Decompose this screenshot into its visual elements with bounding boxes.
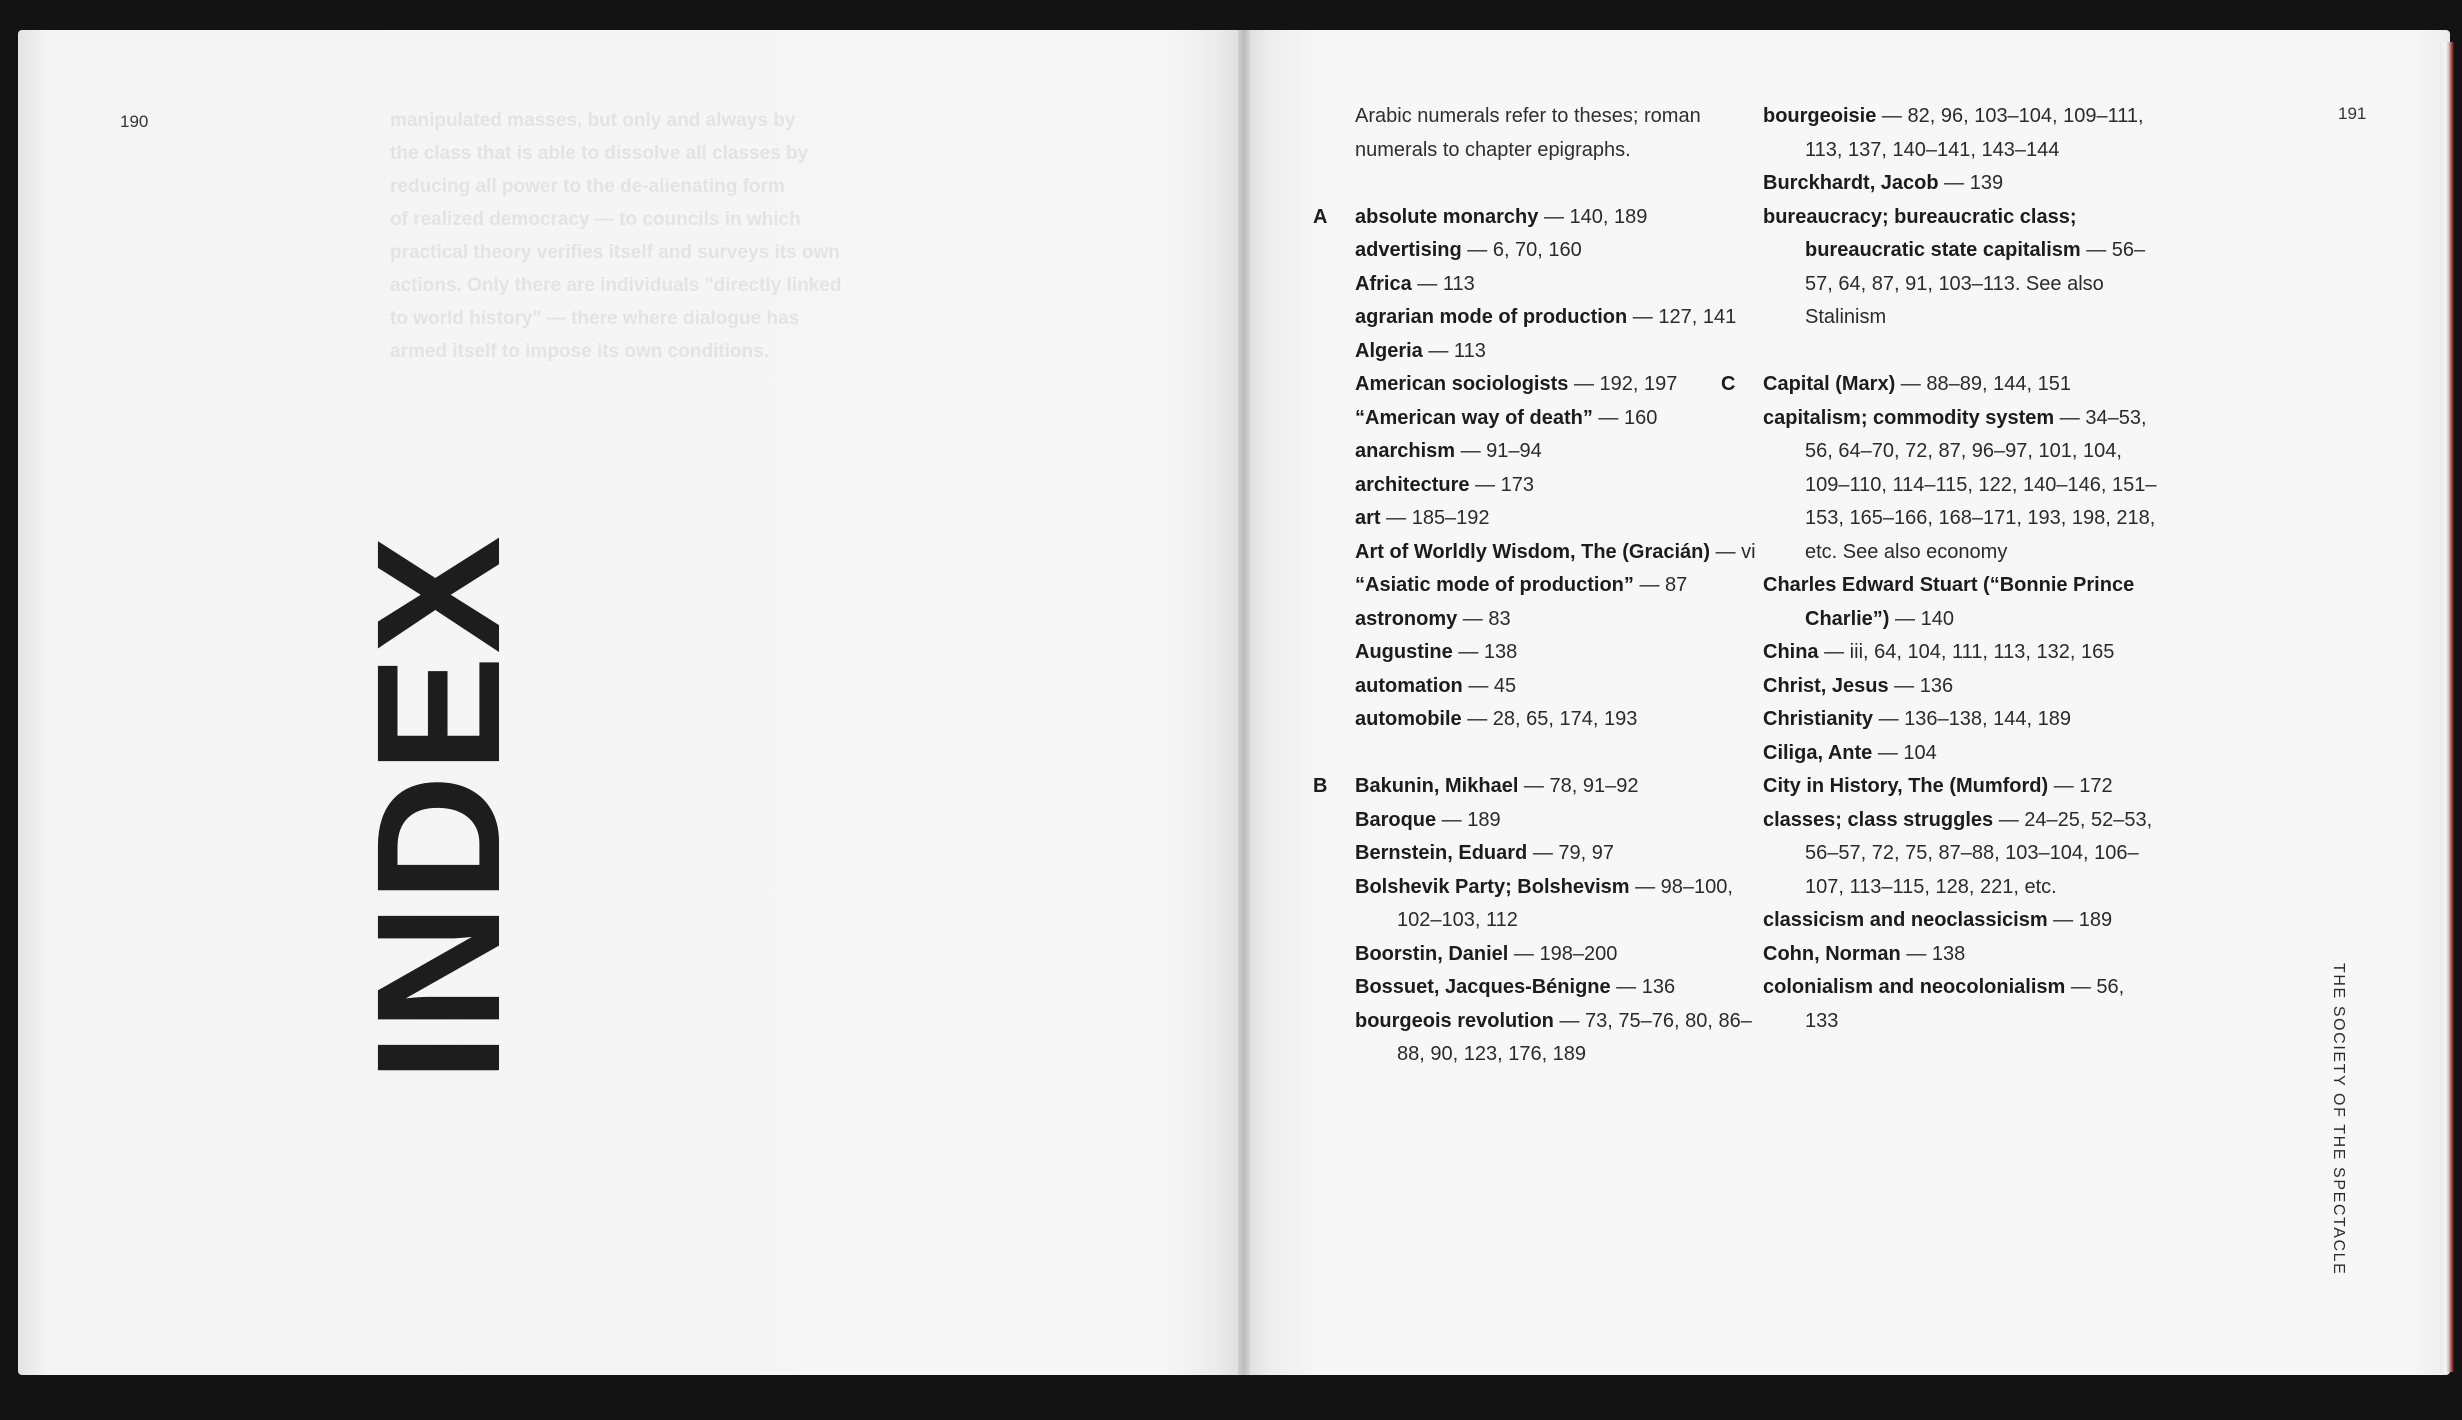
index-entry: [1355, 335, 1775, 369]
entry-term: Bossuet, Jacques-Bénigne: [1355, 976, 1611, 998]
index-entry: [1355, 804, 1775, 838]
index-entry: [1355, 871, 1775, 938]
index-entry: [1355, 938, 1775, 972]
entry-pages: — 198–200: [1508, 942, 1618, 965]
index-entry: [1763, 737, 2163, 771]
ghost-line: manipulated masses, but only and always by: [390, 110, 796, 131]
index-entry: [1355, 301, 1775, 335]
index-entry: [1763, 100, 2163, 167]
index-intro: Arabic numerals refer to theses; roman numerals to chapter epigraphs.: [1355, 105, 1701, 161]
index-entry: [1355, 368, 1775, 402]
letter-gap: [1355, 737, 1775, 771]
entry-term: art: [1355, 507, 1381, 529]
entry-pages: — 79, 97: [1527, 842, 1614, 864]
index-entry: [1763, 804, 2163, 905]
entry-term: Bakunin, Mikhael: [1355, 775, 1519, 797]
entry-term: “Asiatic mode of production”: [1355, 574, 1634, 596]
entry-pages: — 28, 65, 174, 193: [1461, 708, 1638, 730]
entry-term: Bernstein, Eduard: [1355, 842, 1528, 864]
entry-term: agrarian mode of production: [1355, 306, 1628, 328]
entry-term: automation: [1355, 674, 1463, 697]
entry-term: Augustine: [1355, 641, 1453, 663]
entry-term: Cohn, Norman: [1763, 942, 1901, 965]
entry-pages: — 127, 141: [1627, 306, 1737, 328]
entry-pages: — 113: [1422, 339, 1486, 362]
section-letter: B: [1313, 775, 1328, 797]
entry-term: “American way of death”: [1355, 406, 1593, 429]
entry-pages: — 185–192: [1380, 507, 1490, 529]
entry-pages: — 82, 96, 103–104, 109–111, 113, 137, 140–141, 143–144: [1805, 105, 2144, 161]
index-column-1: [1313, 100, 1775, 1072]
book-spine: [1238, 30, 1250, 1375]
entry-pages: — 78, 91–92: [1518, 775, 1639, 797]
right-folio: 191: [2338, 104, 2367, 123]
entry-term: Boorstin, Daniel: [1355, 942, 1509, 965]
entry-pages: — 98–100, 102–103, 112: [1397, 875, 1733, 931]
entry-pages: — 140, 189: [1538, 205, 1648, 228]
page-edge: [2440, 42, 2454, 1372]
entry-term: bureaucracy; bureaucratic class; bureaucratic state capitalism: [1763, 205, 2081, 261]
entry-pages: — 192, 197: [1568, 373, 1678, 395]
entry-term: advertising: [1355, 239, 1462, 261]
entry-pages: — 173: [1469, 473, 1534, 496]
index-entry: [1355, 569, 1775, 603]
entry-pages: — 91–94: [1455, 440, 1542, 462]
entry-pages: — 87: [1633, 574, 1688, 596]
ghost-line: to world history" — there where dialogue has: [390, 308, 800, 329]
entry-pages: — 24–25, 52–53, 56–57, 72, 75, 87–88, 103–104, 106–107, 113–115, 128, 221, etc.: [1805, 808, 2153, 898]
entry-term: American sociologists: [1355, 373, 1569, 395]
ghost-line: the class that is able to dissolve all classes by: [390, 143, 809, 164]
index-entry: [1355, 670, 1775, 704]
index-entry: [1355, 201, 1775, 235]
entry-term: architecture: [1355, 473, 1470, 496]
entry-term: Bolshevik Party; Bolshevism: [1355, 875, 1630, 898]
index-entry: [1355, 435, 1775, 469]
letter-group: [1313, 201, 1775, 737]
column-body: [1313, 201, 1775, 1072]
entry-pages: — 172: [2048, 775, 2113, 797]
entry-term: anarchism: [1355, 440, 1456, 462]
index-entry: [1763, 670, 2163, 704]
index-entry: [1763, 569, 2163, 636]
entry-term: bourgeois revolution: [1355, 1009, 1554, 1032]
entry-pages: — 138: [1900, 942, 1966, 965]
entry-term: Charles Edward Stuart (“Bonnie Prince Charlie”): [1763, 574, 2135, 630]
index-entry: [1355, 268, 1775, 302]
entry-term: China: [1763, 641, 1819, 663]
ghost-line: of realized democracy — to councils in which: [390, 209, 801, 230]
entry-term: Algeria: [1355, 339, 1423, 362]
letter-group: [1763, 100, 2163, 335]
entry-term: Christ, Jesus: [1763, 674, 1889, 697]
entry-pages: — 45: [1462, 674, 1517, 697]
index-entry: [1355, 402, 1775, 436]
index-entry: [1763, 402, 2163, 570]
show-through-text: [390, 104, 870, 368]
entry-pages: — 6, 70, 160: [1461, 239, 1582, 261]
entry-term: absolute monarchy: [1355, 205, 1539, 228]
entry-term: City in History, The (Mumford): [1763, 775, 2049, 797]
index-entry: [1763, 368, 2163, 402]
entry-pages: — 136: [1888, 674, 1954, 697]
index-entry: [1355, 502, 1775, 536]
entry-pages: — 136–138, 144, 189: [1873, 708, 2071, 730]
letter-group: [1313, 770, 1775, 1072]
entry-pages: — iii, 64, 104, 111, 113, 132, 165: [1818, 641, 2115, 663]
entry-term: colonialism and neocolonialism: [1763, 976, 2066, 998]
index-entry: [1355, 971, 1775, 1005]
ghost-line: practical theory verifies itself and surveys its own: [390, 242, 840, 263]
entry-term: Christianity: [1763, 708, 1874, 730]
index-entry: [1763, 167, 2163, 201]
ghost-line: reducing all power to the de-alienating form: [390, 176, 785, 197]
section-letter: A: [1313, 205, 1328, 228]
index-entry: [1355, 603, 1775, 637]
running-title: THE SOCIETY OF THE SPECTACLE: [2330, 963, 2347, 1276]
index-entry: [1355, 703, 1775, 737]
entry-term: Burckhardt, Jacob: [1763, 172, 1939, 194]
entry-pages: — 104: [1872, 741, 1937, 764]
index-title: INDEX: [341, 534, 537, 1082]
entry-pages: — 189: [2047, 909, 2113, 931]
section-letter: C: [1721, 373, 1736, 395]
entry-pages: — 138: [1452, 641, 1518, 663]
index-entry: [1355, 1005, 1775, 1072]
entry-term: Capital (Marx): [1763, 373, 1896, 395]
entry-term: bourgeoisie: [1763, 105, 1877, 127]
entry-term: astronomy: [1355, 607, 1458, 630]
entry-pages: — 56, 133: [1805, 976, 2125, 1032]
entry-pages: — 34–53, 56, 64–70, 72, 87, 96–97, 101, 104, 109–110, 114–115, 122, 140–146, 151–153, 165–166, 168–171, 193, 198, 218, etc. See also economy: [1805, 406, 2157, 563]
entry-pages: — 73, 75–76, 80, 86–88, 90, 123, 176, 189: [1397, 1009, 1752, 1065]
entry-term: capitalism; commodity system: [1763, 406, 2055, 429]
entry-pages: — 160: [1592, 406, 1658, 429]
index-entry: [1763, 904, 2163, 938]
ghost-line: actions. Only there are individuals "directly linked: [390, 275, 842, 296]
entry-term: Baroque: [1355, 808, 1437, 831]
index-entry: [1355, 536, 1775, 570]
left-folio: 190: [120, 112, 149, 131]
entry-term: classicism and neoclassicism: [1763, 909, 2048, 931]
index-entry: [1763, 770, 2163, 804]
entry-pages: — 189: [1436, 808, 1501, 831]
index-entry: [1763, 971, 2163, 1038]
entry-term: Art of Worldly Wisdom, The (Gracián): [1355, 540, 1711, 563]
index-entry: [1355, 636, 1775, 670]
entry-term: Ciliga, Ante: [1763, 741, 1873, 764]
entry-term: Africa: [1355, 272, 1412, 295]
ghost-line: armed itself to impose its own conditions.: [390, 341, 769, 362]
entry-pages: — 56–57, 64, 87, 91, 103–113. See also Stalinism: [1805, 239, 2146, 328]
entry-term: classes; class struggles: [1763, 808, 1994, 831]
entry-pages: — 139: [1938, 172, 2004, 194]
entry-pages: — 136: [1610, 976, 1676, 998]
entry-term: automobile: [1355, 708, 1462, 730]
entry-pages: — 83: [1457, 607, 1511, 630]
index-entry: [1763, 636, 2163, 670]
index-entry: [1355, 837, 1775, 871]
index-entry: [1355, 469, 1775, 503]
index-entry: [1763, 201, 2163, 335]
index-entry: [1355, 234, 1775, 268]
entry-pages: — 113: [1411, 272, 1475, 295]
index-entry: [1763, 703, 2163, 737]
entry-pages: — 140: [1889, 607, 1954, 630]
entry-pages: — 88–89, 144, 151: [1895, 373, 2071, 395]
letter-gap: [1763, 335, 2163, 369]
index-entry: [1763, 938, 2163, 972]
entry-pages: — vi: [1710, 540, 1756, 563]
index-entry: [1355, 770, 1775, 804]
